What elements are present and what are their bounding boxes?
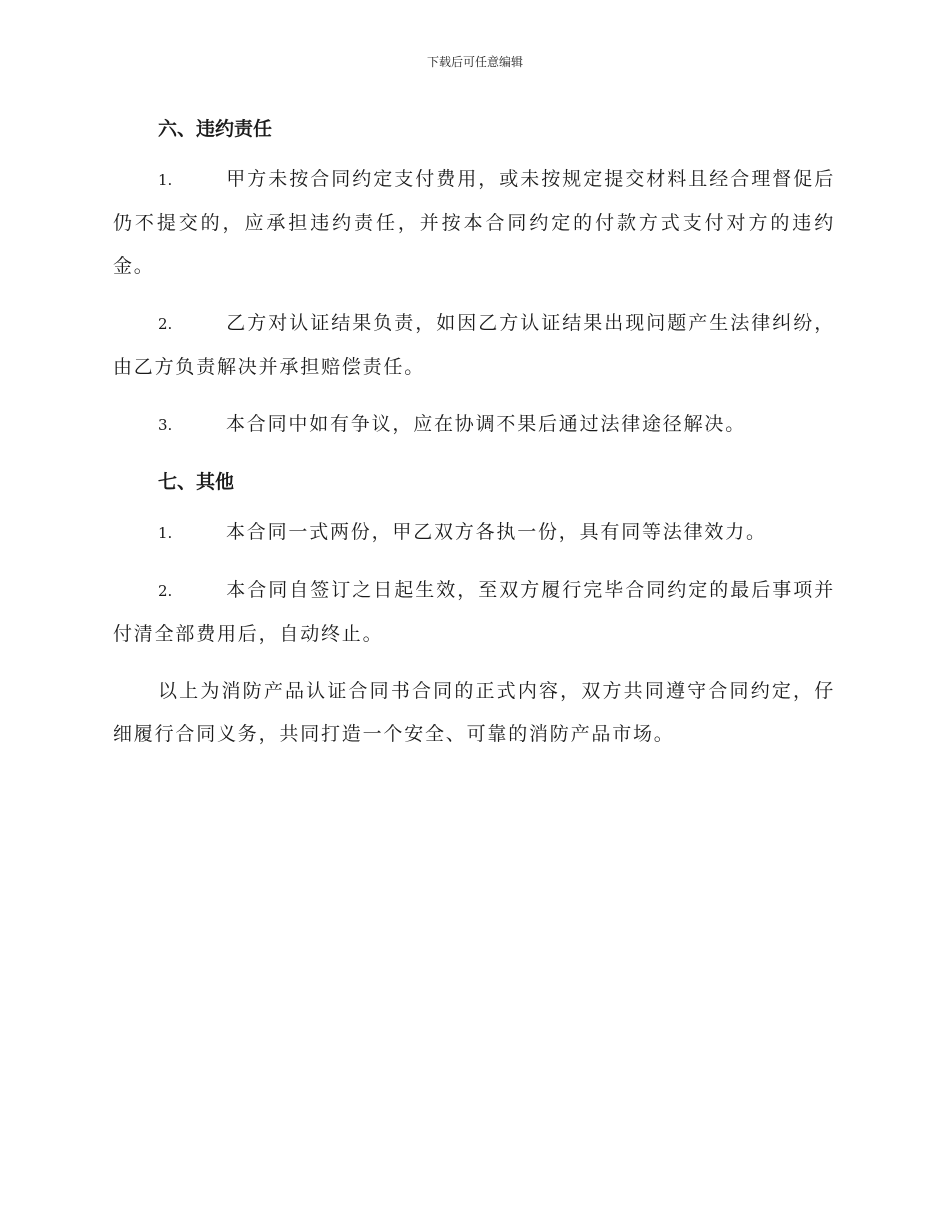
item-number: 2. [158, 315, 173, 333]
section-heading-breach: 六、违约责任 [158, 118, 273, 140]
item-text: 甲方未按合同约定支付费用，或未按规定提交材料且经合理督促后仍不提交的，应承担违约责任，并按本合同约定的付款方式支付对方的违约金。 [113, 168, 835, 277]
item-text: 乙方对认证结果负责，如因乙方认证结果出现问题产生法律纠纷，由乙方负责解决并承担赔偿责任。 [113, 312, 835, 378]
list-item [113, 511, 835, 555]
item-text: 本合同一式两份，甲乙双方各执一份，具有同等法律效力。 [226, 521, 767, 543]
page-header: 下载后可任意编辑 [426, 55, 523, 69]
section-heading-other: 七、其他 [158, 471, 235, 493]
item-number: 2. [158, 582, 173, 600]
item-text: 本合同自签订之日起生效，至双方履行完毕合同约定的最后事项并付清全部费用后，自动终止。 [113, 579, 835, 645]
item-number: 1. [158, 171, 173, 189]
item-number: 3. [158, 416, 173, 434]
document-body [113, 110, 835, 756]
list-item [113, 158, 835, 288]
item-text: 本合同中如有争议，应在协调不果后通过法律途径解决。 [226, 413, 747, 435]
closing-paragraph: 以上为消防产品认证合同书合同的正式内容，双方共同遵守合同约定，仔细履行合同义务，共同打造一个安全、可靠的消防产品市场。 [113, 680, 835, 745]
list-item [113, 403, 835, 447]
list-item [113, 302, 835, 389]
list-item [113, 569, 835, 656]
item-number: 1. [158, 524, 173, 542]
